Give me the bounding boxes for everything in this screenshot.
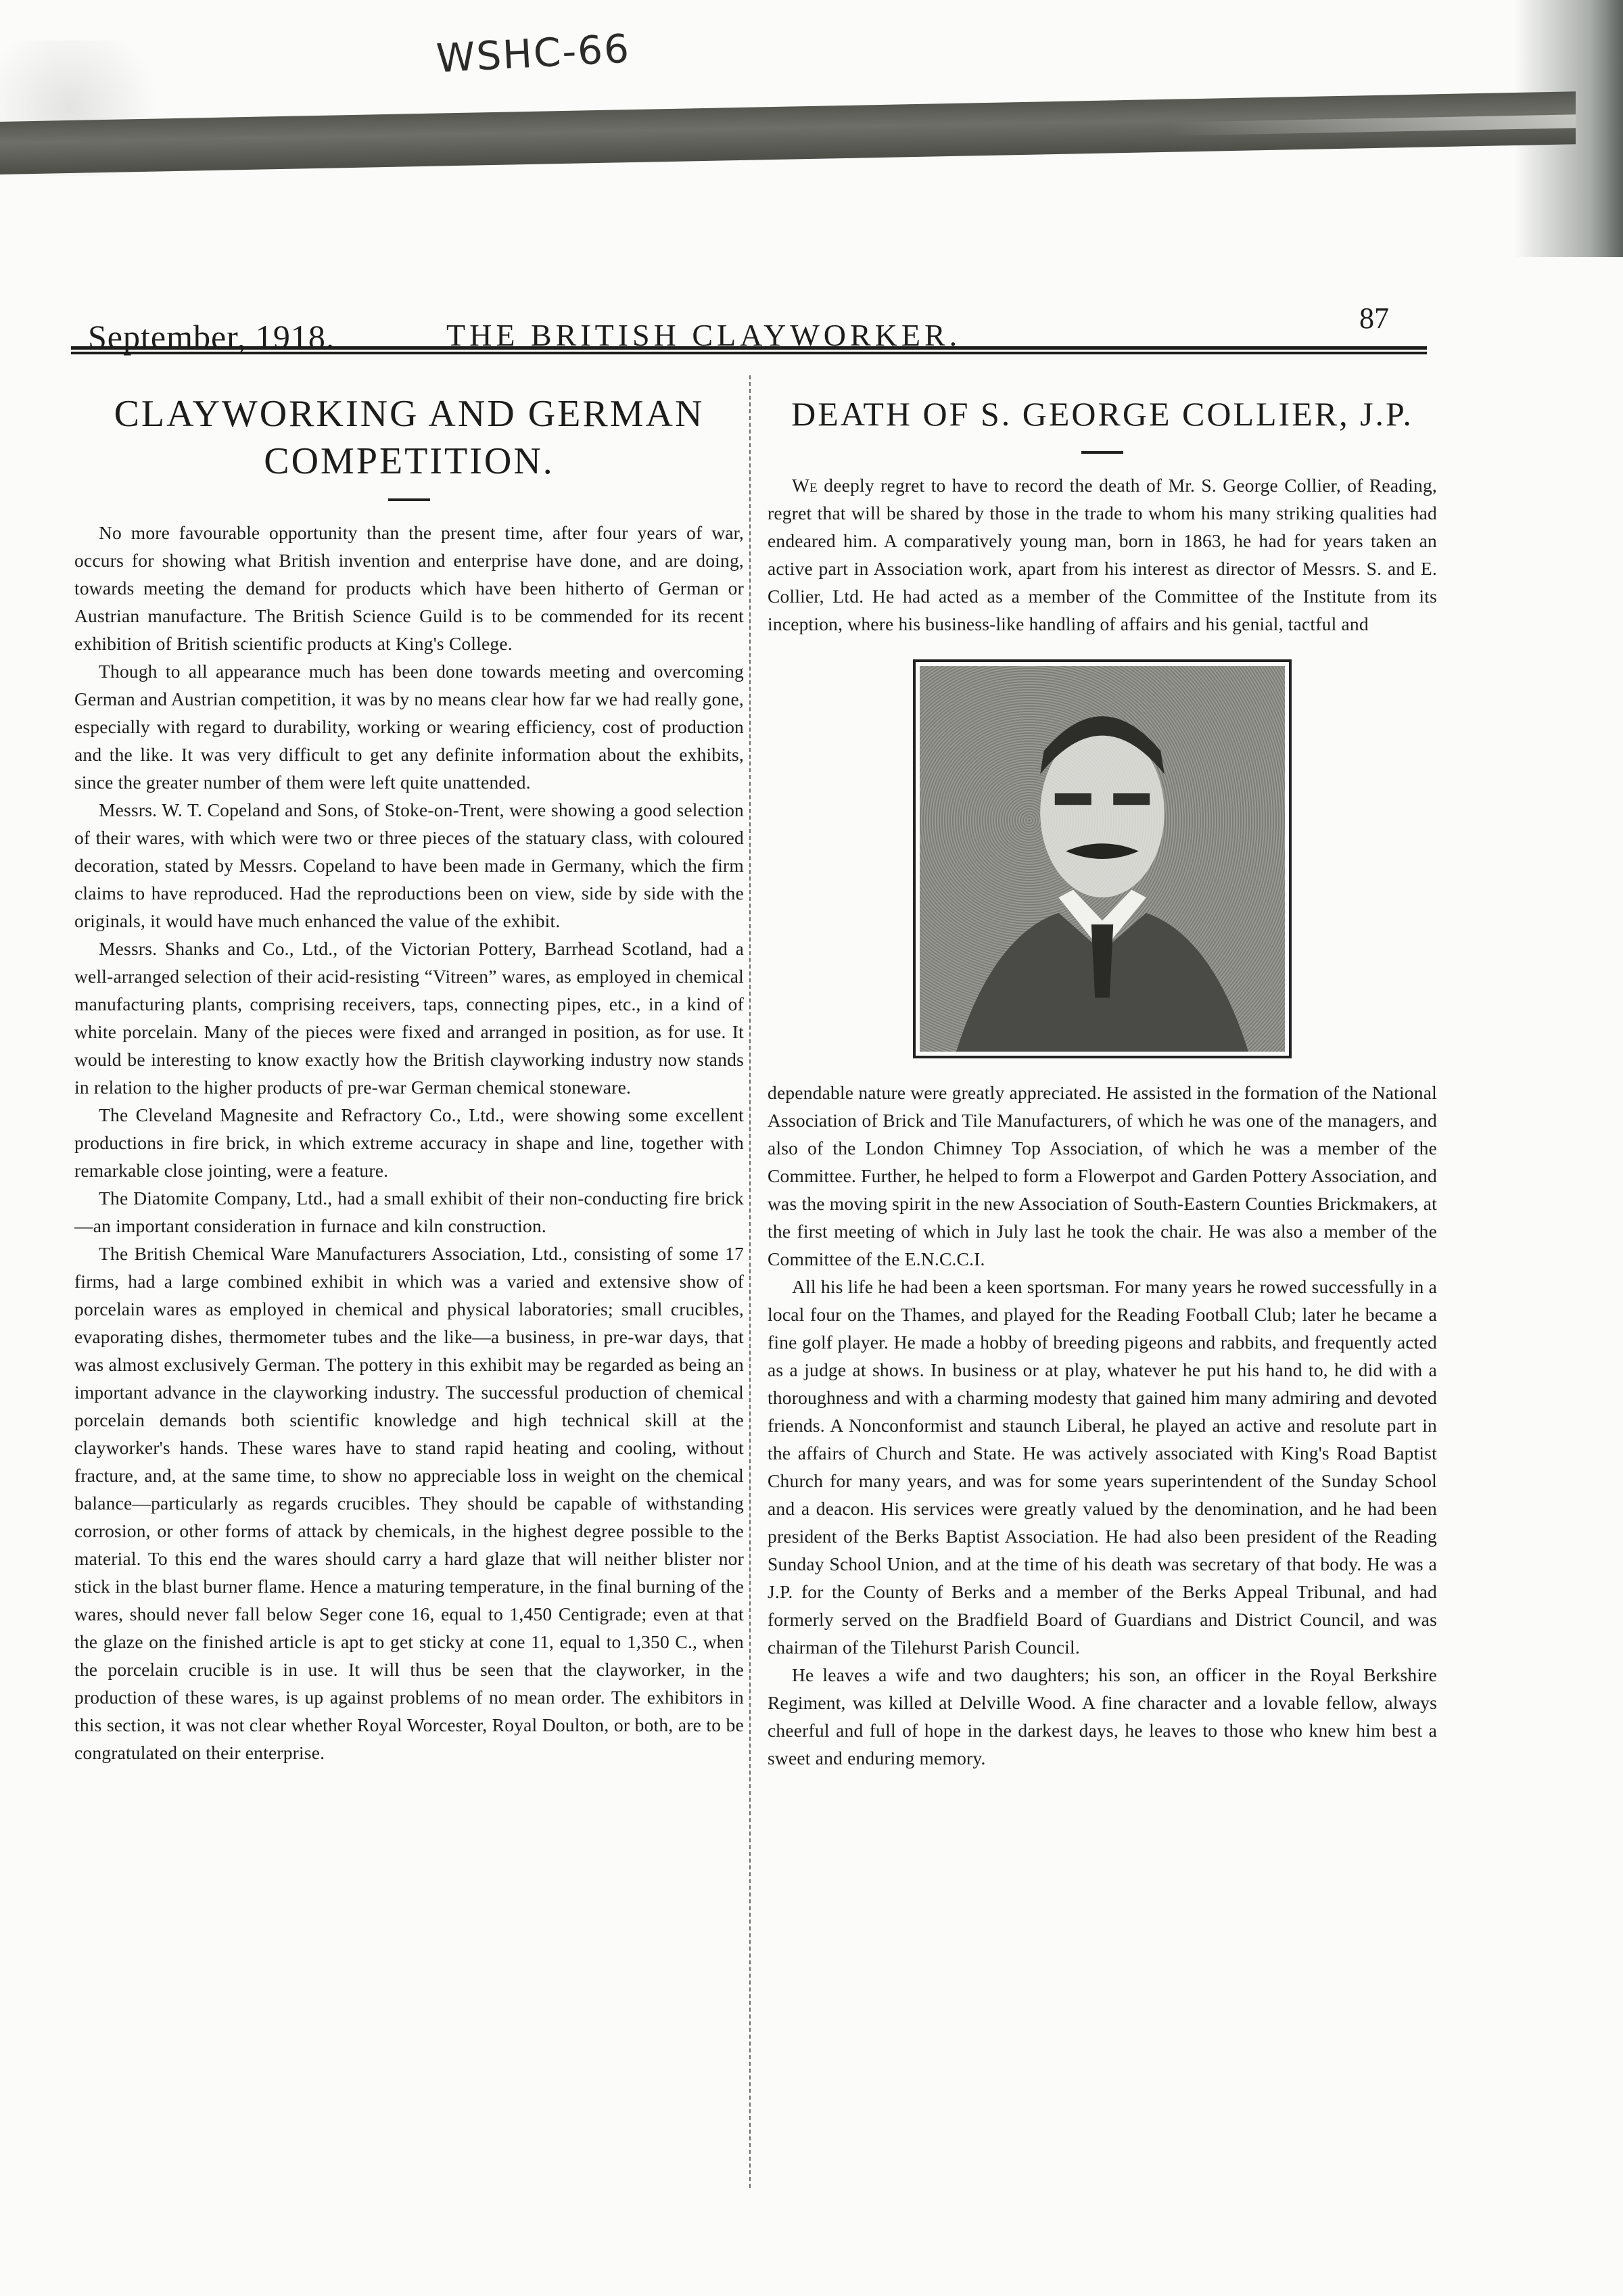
paragraph: Messrs. W. T. Copeland and Sons, of Stoke-on-Trent, were showing a good selection of their wares, with which were two or three pieces of the statuary class, with coloured decoration, stated by Messrs. Copeland to have been made in Germany, which the firm claims to have reproduced. Had the reproductions been on view, side by side with the originals, it would have much enhanced the value of the exhibit. bbox=[74, 799, 744, 931]
column-divider bbox=[749, 375, 751, 2188]
paragraph: The Diatomite Company, Ltd., had a small exhibit of their non-conducting fire brick—an important consideration in furnace and kiln construction. bbox=[74, 1188, 744, 1236]
headline-rule bbox=[1081, 451, 1123, 454]
paragraph: Messrs. Shanks and Co., Ltd., of the Victorian Pottery, Barrhead Scotland, had a well-arranged selection of their acid-resisting “Vitreen” wares, as employed in chemical manufacturing plants, comprising receivers, taps, connecting pipes, etc., in a kind of white porcelain. Many of the pieces were fixed and arranged in position, as for use. It would be interesting to know exactly how the British clayworking industry now stands in relation to the higher products of pre-war German chemical stoneware. bbox=[74, 938, 744, 1098]
portrait-figure bbox=[920, 666, 1285, 1052]
issue-date: September, 1918. bbox=[88, 318, 335, 356]
archive-mark: WSHC-66 bbox=[435, 25, 632, 82]
paragraph: The Cleveland Magnesite and Refractory Co., Ltd., were showing some excellent productions in fire brick, in which extreme accuracy in shape and line, together with remarkable close jointing, were a feature. bbox=[74, 1104, 744, 1181]
obituary-body bbox=[768, 471, 1437, 1772]
obituary-headline: DEATH OF S. GEORGE COLLIER, J.P. bbox=[791, 395, 1413, 433]
article-headline: CLAYWORKING AND GERMAN COMPETITION. bbox=[114, 393, 705, 482]
portrait-photo bbox=[913, 659, 1292, 1058]
headline-rule bbox=[388, 498, 430, 501]
paragraph: All his life he had been a keen sportsman. For many years he rowed successfully in a local four on the Thames, and played for the Reading Football Club; later he became a fine golf player. He made a hobby of breeding pigeons and rabbits, and frequently acted as a judge at shows. In business or at play, whatever he put his hand to, he did with a thoroughness and with a charming modesty that gained him many admiring and devoted friends. A Nonconformist and staunch Liberal, he played an active and resolute part in the affairs of Church and State. He was actively associated with King's Road Baptist Church for many years, and was for some years superintendent of the Sunday School and a deacon. His services were greatly valued by the denomination, and he had been president of the Berks Baptist Association. He had also been president of the Reading Sunday School Union, and at the time of his death was secretary of that body. He was a J.P. for the County of Berks and a member of the Berks Appeal Tribunal, and had formerly served on the Bradfield Board of Guardians and District Council, and was chairman of the Tilehurst Parish Council. bbox=[768, 1276, 1437, 1658]
paragraph: Though to all appearance much has been done towards meeting and overcoming German and Austrian competition, it was by no means clear how far we had really gone, especially with regard to durability, working or wearing efficiency, cost of production and the like. It was very difficult to get any definite information about the exhibits, since the greater number of them were left quite unattended. bbox=[74, 661, 744, 793]
paragraph: We deeply regret to have to record the death of Mr. S. George Collier, of Reading, regret that will be shared by those in the trade to whom his many striking qualities had endeared him. A comparatively young man, born in 1863, he had for years taken an active part in Association work, apart from his interest as director of Messrs. S. and E. Collier, Ltd. He had acted as a member of the Committee of the Institute from its inception, where his business-like handling of affairs and his genial, tactful and bbox=[768, 475, 1438, 634]
opening-word: We bbox=[792, 475, 818, 496]
paragraph: The British Chemical Ware Manufacturers Association, Ltd., consisting of some 17 firms, had a large combined exhibit in which was a varied and extensive show of porcelain wares as employed in chemical and physical laboratories; small crucibles, evaporating dishes, thermometer tubes and the like—a business, in pre-war days, that was almost exclusively German. The pottery in this exhibit may be regarded as being an important advance in the clayworking industry. The successful production of chemical porcelain demands both scientific knowledge and high technical skill at the clayworker's hands. These wares have to stand rapid heating and cooling, without fracture, and, at the same time, to show no appreciable loss in weight on the chemical balance—particularly as regards crucibles. They should be capable of withstanding corrosion, or other forms of attack by chemicals, in the highest degree possible to the material. To this end the wares should carry a hard glaze that will neither blister nor stick in the blast burner flame. Hence a maturing temperature, in the final burning of the wares, should never fall below Seger cone 16, equal to 1,450 Centigrade; even at that the glaze on the finished article is apt to get sticky at cone 11, equal to 1,350 C., when the porcelain crucible is in use. It will thus be seen that the clayworker, in the production of these wares, is up against problems of no mean order. The exhibitors in this section, it was not clear whether Royal Worcester, Royal Doulton, or both, are to be congratulated on their enterprise. bbox=[74, 1243, 744, 1763]
paragraph: dependable nature were greatly appreciated. He assisted in the formation of the National Association of Brick and Tile Manufacturers, of which he was one of the managers, and also of the London Chimney Top Association, of which he was a member of the Committee. Further, he helped to form a Flowerpot and Garden Pottery Association, and was the moving spirit in the new Association of South-Eastern Counties Brickmakers, at the first meeting of which in July last he took the chair. He was also a member of the Committee of the E.N.C.C.I. bbox=[768, 1082, 1437, 1269]
article-obituary bbox=[768, 375, 1437, 1772]
scan-dark-band bbox=[0, 91, 1576, 174]
header-rule bbox=[71, 346, 1427, 354]
page-number: 87 bbox=[1359, 302, 1389, 335]
article-clayworking bbox=[74, 375, 744, 1766]
publication-title: THE BRITISH CLAYWORKER. bbox=[446, 318, 962, 352]
portrait-image bbox=[920, 666, 1285, 1052]
paragraph: He leaves a wife and two daughters; his son, an officer in the Royal Berkshire Regiment, was killed at Delville Wood. A fine character and a lovable fellow, always cheerful and full of hope in the darkest days, he leaves to those who knew him best a sweet and enduring memory. bbox=[768, 1664, 1437, 1768]
article-body bbox=[74, 519, 744, 1766]
paragraph: No more favourable opportunity than the present time, after four years of war, occurs for showing what British invention and enterprise have done, and are doing, towards meeting the demand for products which have been hitherto of German or Austrian manufacture. The British Science Guild is to be commended for its recent exhibition of British scientific products at King's College. bbox=[74, 522, 744, 654]
